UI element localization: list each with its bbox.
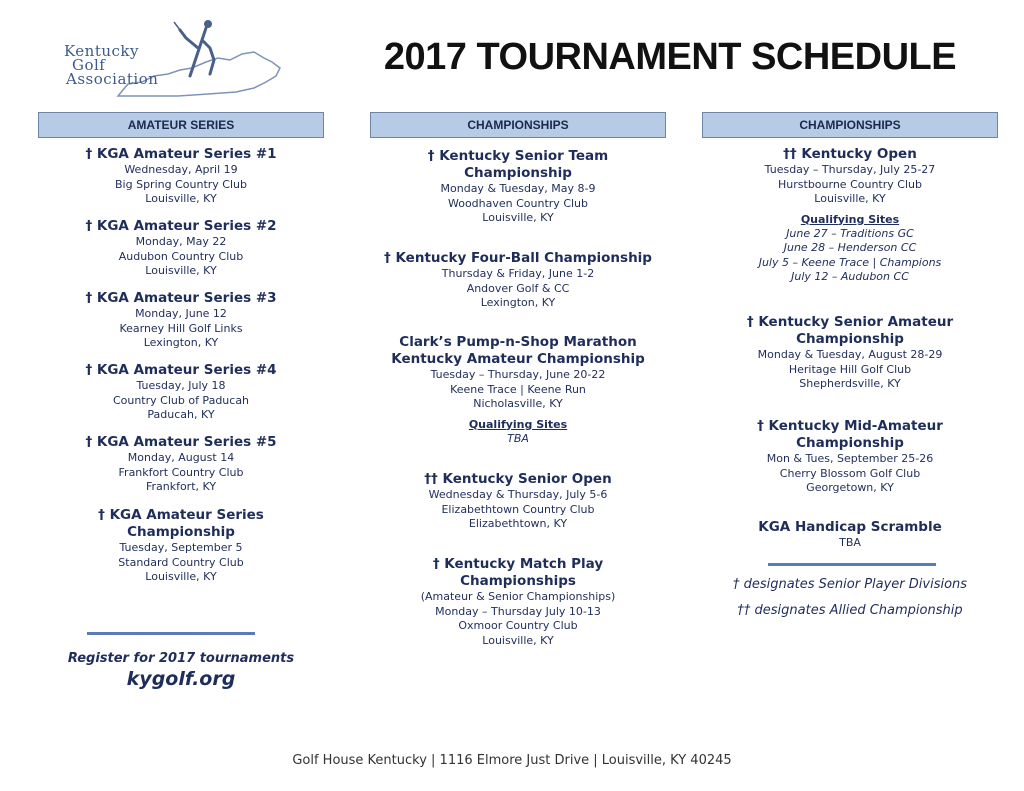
legend-single-dagger: † designates Senior Player Divisions <box>732 577 968 592</box>
event-amateur-series-3 <box>38 290 324 351</box>
event-location: Louisville, KY <box>145 570 217 583</box>
register-link[interactable]: kygolf.org <box>126 668 236 690</box>
event-title: KGA Handicap Scramble <box>758 519 942 535</box>
event-senior-open <box>370 471 666 532</box>
logo-line-3: Association <box>66 70 159 88</box>
event-location: Lexington, KY <box>143 336 219 349</box>
event-location: Louisville, KY <box>145 192 217 205</box>
event-date: Mon & Tues, September 25-26 <box>766 452 934 465</box>
event-date: Monday, May 22 <box>135 235 227 248</box>
column-header: AMATEUR SERIES <box>38 112 324 138</box>
event-title-line-2: Championship <box>127 524 235 540</box>
event-location: Georgetown, KY <box>806 481 894 494</box>
amateur-series-column <box>38 112 324 583</box>
event-venue: Country Club of Paducah <box>112 393 250 407</box>
event-amateur-series-4 <box>38 362 324 423</box>
qualifying-site: July 12 – Audubon CC <box>791 270 909 283</box>
event-date: Monday, June 12 <box>135 307 227 320</box>
event-date: Tuesday – Thursday, July 25-27 <box>764 163 936 176</box>
event-date: Monday & Tuesday, May 8-9 <box>440 182 596 195</box>
footer-address: Golf House Kentucky | 1116 Elmore Just Drive | Louisville, KY 40245 <box>292 753 732 768</box>
event-title: † KGA Amateur Series #2 <box>85 218 277 234</box>
event-title: † Kentucky Match Play <box>432 556 604 572</box>
event-date: Monday – Thursday July 10-13 <box>435 604 601 618</box>
event-location: Louisville, KY <box>482 633 554 647</box>
column-header: CHAMPIONSHIPS <box>702 112 998 138</box>
event-title-line-2: Championship <box>796 435 904 451</box>
championships-column-2 <box>702 112 998 549</box>
legend-double-dagger: †† designates Allied Championship <box>737 603 963 618</box>
event-title: † KGA Amateur Series #4 <box>85 362 277 378</box>
event-mid-amateur-championship <box>702 418 998 496</box>
event-title: † KGA Amateur Series #3 <box>85 290 277 306</box>
event-title: † KGA Amateur Series #1 <box>85 146 277 162</box>
qualifying-site: June 28 – Henderson CC <box>783 241 917 254</box>
event-venue: Andover Golf & CC <box>466 281 570 295</box>
event-venue: Kearney Hill Golf Links <box>119 321 243 335</box>
event-date: Thursday & Friday, June 1-2 <box>441 267 595 280</box>
event-location: Shepherdsville, KY <box>799 377 901 390</box>
event-four-ball-championship <box>370 250 666 311</box>
qualifying-sites-heading: Qualifying Sites <box>800 212 900 226</box>
event-venue: Big Spring Country Club <box>115 177 247 191</box>
event-venue: Oxmoor Country Club <box>458 619 578 632</box>
event-amateur-series-5 <box>38 434 324 495</box>
event-amateur-series-championship <box>38 507 324 585</box>
event-title: † Kentucky Four-Ball Championship <box>384 250 652 266</box>
event-amateur-series-1 <box>38 146 324 207</box>
event-venue: Woodhaven Country Club <box>447 196 589 210</box>
register-text: Register for 2017 tournaments <box>67 651 295 666</box>
event-title-line-2: Kentucky Amateur Championship <box>391 351 645 367</box>
qualifying-site: July 5 – Keene Trace | Champions <box>758 255 942 269</box>
event-date: Wednesday, April 19 <box>124 163 238 176</box>
event-title: Clark’s Pump-n-Shop Marathon <box>399 334 637 350</box>
register-callout <box>38 650 324 691</box>
event-title: † Kentucky Mid-Amateur <box>757 418 943 434</box>
event-amateur-series-2 <box>38 218 324 279</box>
event-location: Louisville, KY <box>145 264 217 277</box>
qualifying-sites-heading: Qualifying Sites <box>468 417 568 431</box>
event-kentucky-open <box>702 146 998 285</box>
event-title: † KGA Amateur Series <box>98 507 264 523</box>
kga-logo <box>58 18 293 100</box>
event-title-line-2: Championship <box>796 331 904 347</box>
event-date: Monday, August 14 <box>127 451 235 464</box>
event-location: Elizabethtown, KY <box>468 517 568 530</box>
event-location: Lexington, KY <box>480 296 556 309</box>
column-header: CHAMPIONSHIPS <box>370 112 666 138</box>
event-title: †† Kentucky Open <box>783 146 917 162</box>
logo-wordmark <box>64 44 158 86</box>
page-title: 2017 TOURNAMENT SCHEDULE <box>383 36 957 78</box>
event-venue: Cherry Blossom Golf Club <box>779 466 921 480</box>
event-senior-team-championship <box>370 148 666 226</box>
logo-line-1: Kentucky <box>64 42 139 60</box>
event-title: † KGA Amateur Series #5 <box>85 434 277 450</box>
qualifying-site: TBA <box>507 431 529 445</box>
event-title-line-2: Championships <box>460 573 576 589</box>
event-venue: Frankfort Country Club <box>118 465 244 479</box>
event-date: TBA <box>839 536 861 549</box>
event-location: Frankfort, KY <box>145 480 217 493</box>
event-senior-amateur-championship <box>702 314 998 392</box>
event-venue: Keene Trace | Keene Run <box>450 382 586 396</box>
event-handicap-scramble <box>702 519 998 551</box>
event-kentucky-amateur-championship <box>370 334 666 446</box>
event-date: Wednesday & Thursday, July 5-6 <box>428 488 608 501</box>
event-venue: Audubon Country Club <box>118 249 244 263</box>
event-venue: Elizabethtown Country Club <box>441 502 595 516</box>
event-location: Nicholasville, KY <box>473 397 563 410</box>
event-date: Tuesday, September 5 <box>119 541 243 554</box>
event-title: †† Kentucky Senior Open <box>424 471 612 487</box>
divider-rule <box>87 632 255 635</box>
event-title: † Kentucky Senior Amateur <box>746 314 954 330</box>
event-venue: Standard Country Club <box>118 555 244 569</box>
event-date: Monday & Tuesday, August 28-29 <box>757 348 943 361</box>
event-match-play-championships <box>370 556 666 648</box>
event-location: Louisville, KY <box>814 192 886 205</box>
qualifying-site: June 27 – Traditions GC <box>786 226 914 240</box>
event-venue: Hurstbourne Country Club <box>778 177 922 191</box>
event-title: † Kentucky Senior Team <box>427 148 609 164</box>
logo-line-2: Golf <box>72 56 106 74</box>
event-date: Tuesday – Thursday, June 20-22 <box>430 368 606 381</box>
event-date: Tuesday, July 18 <box>136 379 226 392</box>
event-location: Louisville, KY <box>482 211 554 224</box>
event-subtitle: (Amateur & Senior Championships) <box>420 590 616 603</box>
event-location: Paducah, KY <box>147 408 215 421</box>
divider-rule <box>768 563 936 566</box>
event-title-line-2: Championship <box>464 165 572 181</box>
championships-column-1 <box>370 112 666 647</box>
event-venue: Heritage Hill Golf Club <box>788 362 912 376</box>
